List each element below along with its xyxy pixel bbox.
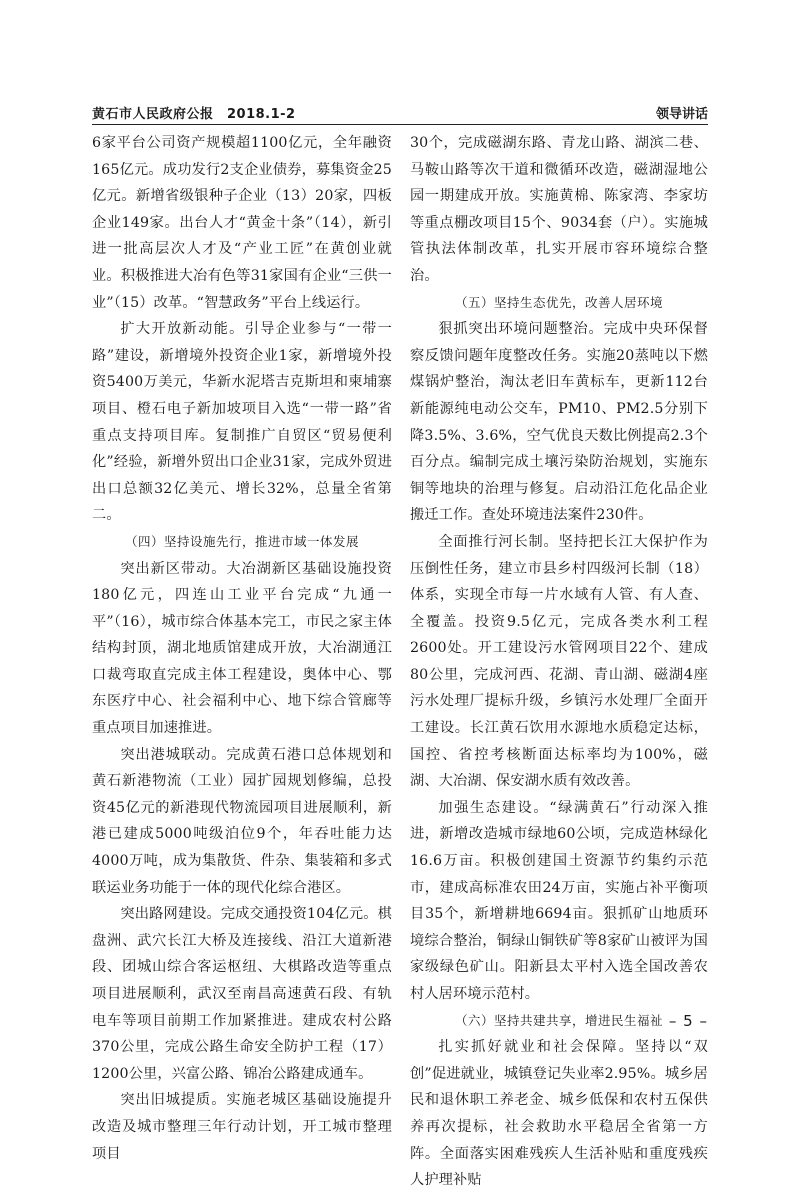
paragraph: 突出旧城提质。实施老城区基础设施提升改造及城市整理三年行动计划，开工城市整理项目 — [92, 1092, 392, 1162]
paragraph: 30个，完成磁湖东路、青龙山路、湖滨二巷、马鞍山路等次干道和微循环改造，磁湖湿地公园一期建成开放。实施黄棉、陈家湾、李家坊等重点棚改项目15个、9034套（户）。实施城管执法体制改革，扎实开展市容环境综合整治。 — [410, 135, 708, 284]
paragraph: 突出新区带动。大冶湖新区基础设施投资180亿元，四连山工业平台完成“九通一平”（16），城市综合体基本完工，市民之家主体结构封顶，湖北地质馆建成开放，大冶湖通江口裁弯取直完成主体工程建设，奥体中心、鄂东医疗中心、社会福利中心、地下综合管廊等重点项目加速推进。 — [92, 560, 392, 737]
paragraph: 狠抓突出环境问题整治。完成中央环保督察反馈问题年度整改任务。实施20蒸吨以下燃煤锅炉整治，淘汰老旧车黄标车，更新112台新能源纯电动公交车，PM10、PM2.5分别下降3.5%、3.6%，空气优良天数比例提高2.3个百分点。编制完成土壤污染防治规划，实施东铜等地块的治理与修复。启动沿江危化品企业搬迁工作。查处环境违法案件230件。 — [410, 321, 708, 524]
publication-title: 黄石市人民政府公报 2018.1-2 — [92, 107, 296, 122]
paragraph: 突出路网建设。完成交通投资104亿元。棋盘洲、武穴长江大桥及连接线、沿江大道新港段、团城山综合客运枢纽、大棋路改造等重点项目进展顺利，武汉至南昌高速黄石段、有轨电车等项目前期工作加紧推进。建成农村公路370公里，完成公路生命安全防护工程（17）1200公里，兴富公路、锦冶公路建成通车。 — [92, 906, 392, 1082]
header-divider — [92, 124, 708, 125]
left-column — [92, 130, 392, 1167]
paragraph: 扎实抓好就业和社会保障。坚持以“双创”促进就业，城镇登记失业率2.95%。城乡居民和退休职工养老金、城乡低保和农村五保供养再次提标，社会救助水平稳居全省第一方阵。全面落实困难残疾人生活补贴和重度残疾人护理补贴 — [410, 1039, 708, 1189]
page-header — [92, 101, 708, 123]
page-number: – 5 – — [668, 1012, 708, 1030]
paragraph: 6家平台公司资产规模超1100亿元，全年融资165亿元。成功发行2支企业债券，募集资金25亿元。新增省级银种子企业（13）20家，四板企业149家。出台人才“黄金十条”（14），新引进一批高层次人才及“产业工匠”在黄创业就业。积极推进大冶有色等31家国有企业“三供一业”（15）改革。“智慧政务”平台上线运行。 — [92, 135, 392, 311]
section-heading: （六）坚持共建共享，增进民生福祉 — [454, 1012, 663, 1028]
section-label: 领导讲话 — [655, 107, 708, 122]
right-column — [410, 130, 708, 1194]
paragraph: 加强生态建设。“绿满黄石”行动深入推进，新增改造城市绿地60公顷，完成造林绿化16.6万亩。积极创建国土资源节约集约示范市，建成高标准农田24万亩，实施占补平衡项目35个，新增耕地6694亩。狠抓矿山地质环境综合整治，铜绿山铜铁矿等8家矿山被评为国家级绿色矿山。阳新县太平村入选全国改善农村人居环境示范村。 — [410, 799, 708, 1002]
paragraph: 扩大开放新动能。引导企业参与“一带一路”建设，新增境外投资企业1家，新增境外投资5400万美元，华新水泥塔吉克斯坦和柬埔寨项目、橙石电子新加坡项目入选“一带一路”省重点支持项目库。复制推广自贸区“贸易便利化”经验，新增外贸出口企业31家，完成外贸进出口总额32亿美元、增长32%，总量全省第二。 — [92, 321, 392, 524]
paragraph: 突出港城联动。完成黄石港口总体规划和黄石新港物流（工业）园扩园规划修编，总投资45亿元的新港现代物流园项目进展顺利，新港已建成5000吨级泊位9个，年吞吐能力达4000万吨，成为集散货、件杂、集装箱和多式联运业务功能于一体的现代化综合港区。 — [92, 746, 392, 896]
section-heading: （五）坚持生态优先，改善人居环境 — [454, 294, 663, 310]
section-heading: （四）坚持设施先行，推进市域一体发展 — [124, 533, 359, 549]
paragraph: 全面推行河长制。坚持把长江大保护作为压倒性任务，建立市县乡村四级河长制（18）体系，实现全市每一片水域有人管、有人查、全覆盖。投资9.5亿元，完成各类水利工程2600处。开工建设污水管网项目22个、建成80公里，完成河西、花湖、青山湖、磁湖4座污水处理厂提标升级，乡镇污水处理厂全面开工建设。长江黄石饮用水源地水质稳定达标，国控、省控考核断面达标率均为100%，磁湖、大冶湖、保安湖水质有效改善。 — [410, 533, 708, 790]
